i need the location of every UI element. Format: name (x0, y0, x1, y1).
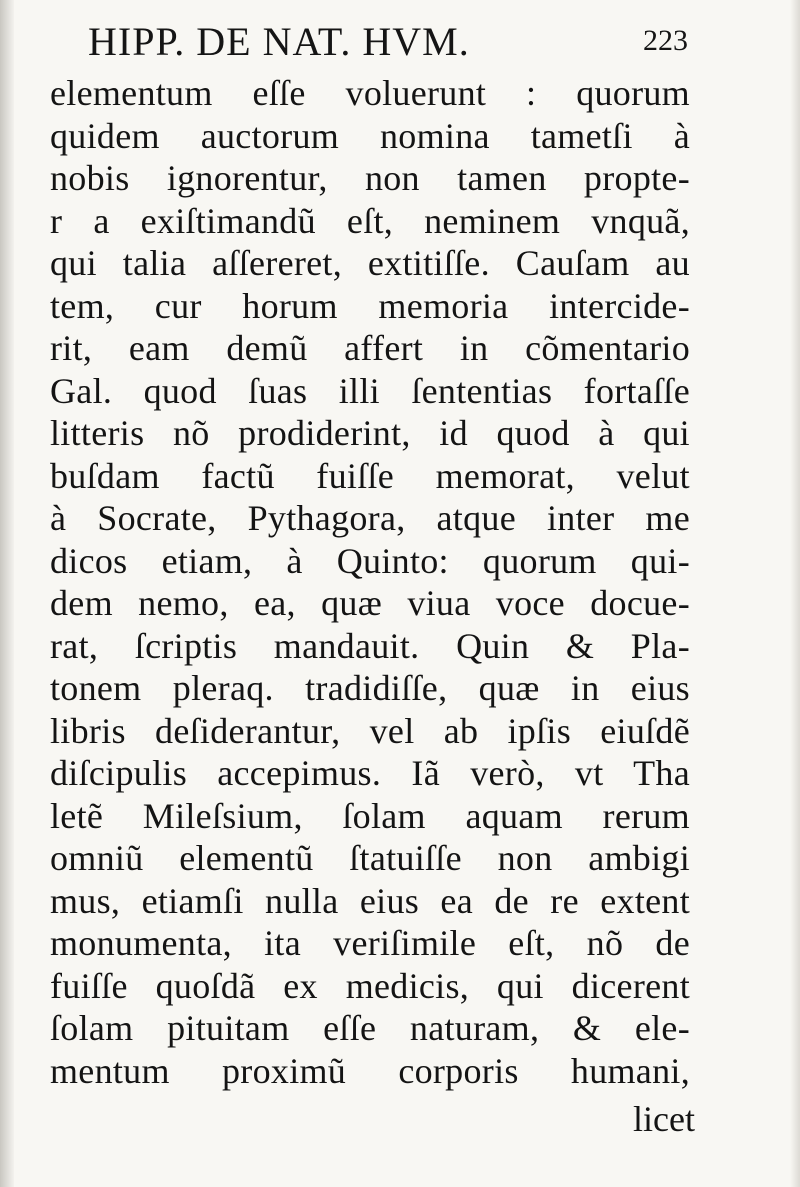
body-text (50, 72, 690, 1092)
page-number: 223 (643, 24, 688, 57)
text-line: letẽ Mileſsium, ſolam aquam rerum (50, 795, 690, 836)
text-line: dicos etiam, à Quinto: quorum qui- (50, 540, 690, 581)
text-line: tonem pleraq. tradidiſſe, quæ in eius (50, 668, 690, 708)
text-line: qui talia aſſereret, extitiſſe. Cauſam au (50, 243, 690, 283)
text-line: tem, cur horum memoria intercide- (50, 285, 690, 326)
text-line: dem nemo, ea, quæ viua voce docue- (50, 583, 690, 623)
text-line: diſcipulis accepimus. Iã verò, vt Tha (50, 753, 690, 793)
text-line: mus, etiamſi nulla eius ea de re extent (50, 880, 690, 921)
running-head-title: HIPP. DE NAT. HVM. (88, 19, 470, 64)
page-gutter-shadow (0, 0, 14, 1187)
text-line: libris deſiderantur, vel ab ipſis eiuſdẽ (50, 710, 690, 751)
text-line: quidem auctorum nomina tametſi à (50, 115, 690, 156)
text-line: à Socrate, Pythagora, atque inter me (50, 498, 690, 538)
text-line: r a exiſtimandũ eſt, neminem vnquã, (50, 200, 690, 241)
text-line: ſolam pituitam eſſe naturam, & ele- (50, 1008, 690, 1048)
text-line: rit, eam demũ affert in cõmentario (50, 328, 690, 368)
text-line: fuiſſe quoſdã ex medicis, qui dicerent (50, 965, 690, 1006)
text-line: omniũ elementũ ſtatuiſſe non ambigi (50, 838, 690, 878)
text-line: mentum proximũ corporis humani, (50, 1050, 690, 1091)
text-line: elementum eſſe voluerunt : quorum (50, 73, 690, 113)
text-line: rat, ſcriptis mandauit. Quin & Pla- (50, 625, 690, 666)
text-line: nobis ignorentur, non tamen propte- (50, 158, 690, 198)
page-edge-shadow (790, 0, 800, 1187)
text-line: litteris nõ prodiderint, id quod à qui (50, 413, 690, 453)
catchword: licet (633, 1099, 695, 1139)
running-head (88, 18, 688, 70)
text-line: buſdam factũ fuiſſe memorat, velut (50, 455, 690, 496)
text-line: Gal. quod ſuas illi ſententias fortaſſe (50, 370, 690, 411)
text-line: monumenta, ita veriſimile eſt, nõ de (50, 923, 690, 963)
